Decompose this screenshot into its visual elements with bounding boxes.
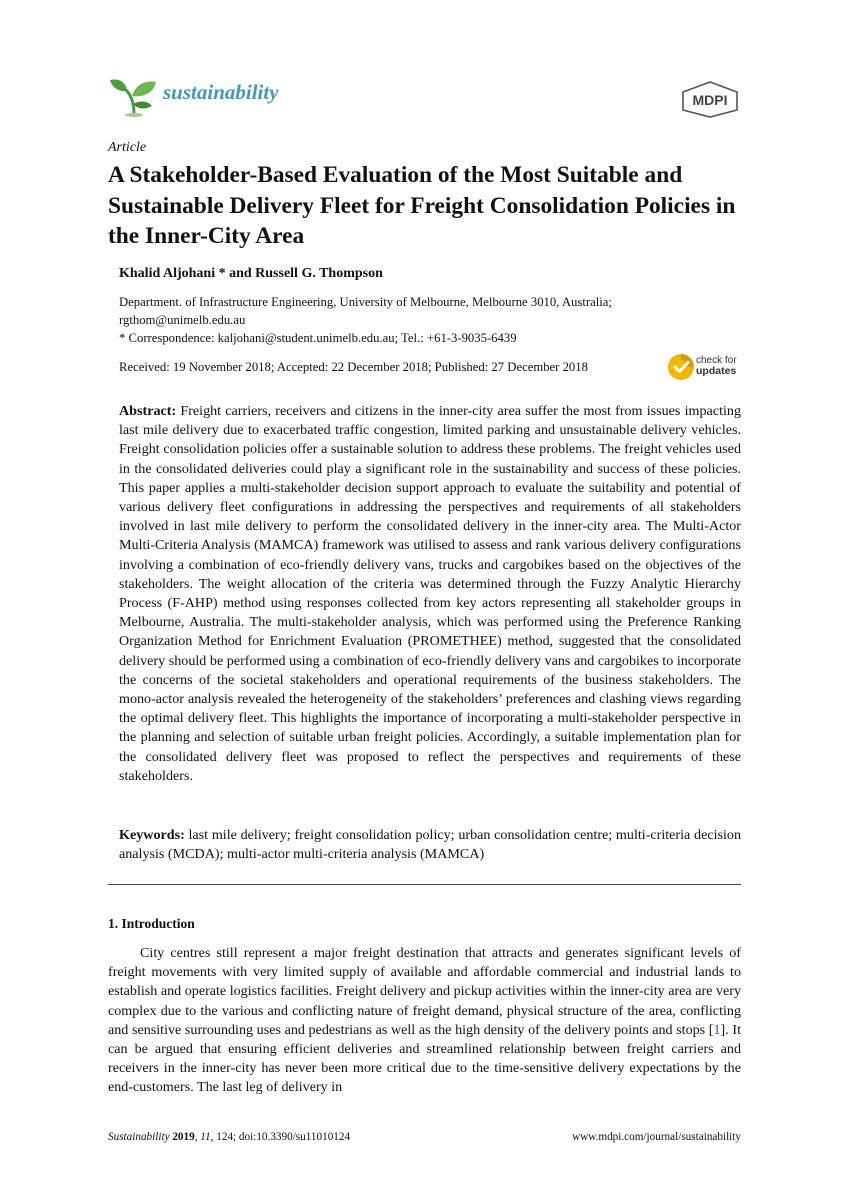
abstract-text: Freight carriers, receivers and citizens in the inner-city area suffer the most from issues impacting last mile delivery due to exacerbated traffic congestion, limited parking and unsustainable delivery vehicles. Freight consolidation policies offer a sustainable solution to address these problems. The freight vehicles used in the consolidated deliveries could play a significant role in the sustainability and success of these policies. This paper applies a multi-stakeholder decision support approach to evaluate the suitability and potential of various delivery fleet configurations in addressing the perspectives and requirements of all stakeholders involved in last mile delivery to perform the consolidated delivery in the inner-city area. The Multi-Actor Multi-Criteria Analysis (MAMCA) framework was utilised to assess and rank various delivery configurations involving a combination of eco-friendly delivery vans, trucks and cargobikes based on the objectives of the stakeholders. The weight allocation of the criteria was determined through the Fuzzy Analytic Hierarchy Process (F-AHP) method using responses collected from key actors representing all stakeholder groups in Melbourne, Australia. The multi-stakeholder analysis, which was performed using the Preference Ranking Organization Method for Enrichment Evaluation (PROMETHEE) method, suggested that the consolidated delivery should be performed using a combination of eco-friendly delivery vans and cargobikes to incorporate the concerns of the societal stakeholders and operational requirements of the business stakeholders. The mono-actor analysis revealed the heterogeneity of the stakeholders’ preferences and clashing views regarding the optimal delivery fleet. This highlights the importance of incorporating a multi-stakeholder perspective in the planning and selection of suitable urban freight policies. Accordingly, a suitable implementation plan for the consolidated delivery fleet was proposed to reflect the perspectives and requirements of these stakeholders.	[119, 403, 741, 784]
intro-text-part2: ]. It can be argued that ensuring efficient deliveries and streamlined relationship between freight carriers and receivers in the inner-city has never been more critical due to the time-sensitive delivery expectations by the end-customers. The last leg of delivery in	[108, 1021, 741, 1096]
footer-journal: Sustainability	[108, 1131, 170, 1143]
footer-volume: 11	[200, 1131, 211, 1143]
check-updates-line2: updates	[696, 365, 737, 377]
article-title: A Stakeholder-Based Evaluation of the Most Suitable and Sustainable Delivery Fleet for Freight Consolidation Policies in the Inner-City Area	[108, 162, 736, 249]
correspondence: * Correspondence: kaljohani@student.unimelb.edu.au; Tel.: +61-3-9035-6439	[119, 331, 517, 345]
check-updates-icon	[666, 352, 696, 382]
footer-url[interactable]: www.mdpi.com/journal/sustainability	[572, 1131, 741, 1143]
journal-name[interactable]: sustainability	[163, 80, 279, 104]
keywords-label: Keywords:	[119, 827, 185, 843]
intro-text-part1: City centres still represent a major freight destination that attracts and generates significant levels of freight movements with very limited supply of available and affordable commercial and industrial lands to establish and operate logistics facilities. Freight delivery and pickup activities within the inner-city area are very complex due to the various and conflicting nature of freight demand, physical structure of the area, conflicting and sensitive surrounding uses and pedestrians as well as the high density of the delivery points and stops [	[108, 945, 741, 1038]
footer-doi: , 124; doi:10.3390/su11010124	[210, 1131, 351, 1143]
check-for-updates-badge[interactable]	[666, 352, 746, 384]
introduction-paragraph	[108, 944, 741, 1098]
mdpi-logo-text: MDPI	[692, 92, 728, 108]
citation-link[interactable]: 1	[713, 1021, 721, 1038]
affiliation: Department. of Infrastructure Engineering, University of Melbourne, Melbourne 3010, Australia; rgthom@unimelb.edu.au	[119, 295, 612, 327]
check-updates-text	[696, 355, 737, 377]
authors: Khalid Aljohani * and Russell G. Thompson	[119, 266, 383, 281]
footer-year: 2019	[172, 1131, 195, 1143]
mdpi-logo[interactable]	[679, 80, 741, 118]
abstract	[119, 402, 741, 786]
journal-logo	[108, 70, 160, 118]
keywords	[119, 826, 741, 864]
section-divider	[108, 884, 741, 885]
keywords-text: last mile delivery; freight consolidation policy; urban consolidation centre; multi-criteria decision analysis (MCDA); multi-actor multi-criteria analysis (MAMCA)	[119, 827, 741, 863]
article-type: Article	[108, 140, 147, 155]
footer-citation: Sustainability 2019, 11, 124; doi:10.3390/su11010124	[108, 1131, 351, 1143]
check-updates-line1: check for	[696, 355, 737, 366]
publication-dates: Received: 19 November 2018; Accepted: 22 December 2018; Published: 27 December 2018	[119, 360, 588, 374]
section-heading-introduction: 1. Introduction	[108, 916, 195, 931]
abstract-label: Abstract:	[119, 403, 177, 419]
